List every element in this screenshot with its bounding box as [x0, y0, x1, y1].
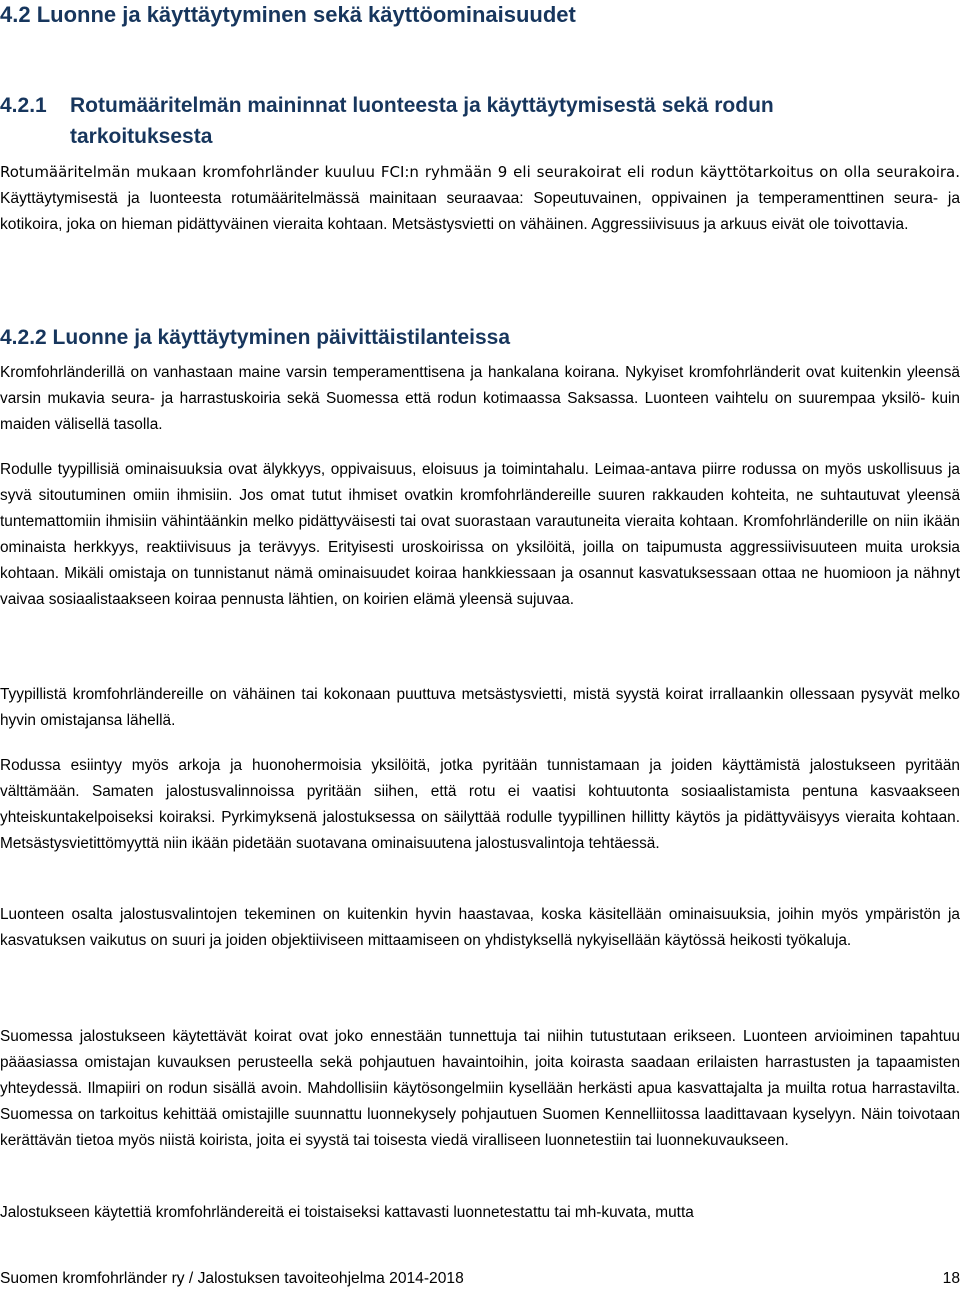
paragraph-breed-standard-part1: Rotumääritelmän mukaan kromfohrländer kuuluu FCI:n ryhmään 9 eli seurakoirat eli rodun käyttötarkoitus on olla seurakoira.: [0, 163, 960, 181]
paragraph-breed-standard: [0, 159, 960, 238]
subsection-heading-4-2-1: [0, 90, 960, 152]
subsection-heading-4-2-2: 4.2.2 Luonne ja käyttäytyminen päivittäistilanteissa: [0, 326, 511, 349]
paragraph-breeding-selection: Rodussa esiintyy myös arkoja ja huonohermoisia yksilöitä, jotka pyritään tunnistamaan ja joiden käyttämistä jalostukseen pyritään välttämään. Samaten jalostusvalinnoissa pyritään siihen, että rotu ei vaatisi kohtuutonta sosiaalistamista pentuna kasvaakseen yhteiskuntakelpoiseksi koiraksi. Pyrkimyksenä jalostuksessa on säilyttää rodulle tyypillinen hillitty käytös ja pidättyväisyys vieraita kohtaan. Metsästysvietittömyyttä niin ikään pidetään suotavana ominaisuutena jalostusvalintoja tehtäessä.: [0, 757, 960, 852]
paragraph-evaluation: Suomessa jalostukseen käytettävät koirat ovat joko ennestään tunnettuja tai niihin tutustutaan erikseen. Luonteen arvioiminen tapahtuu pääasiassa omistajan kuvauksen perusteella sekä pohjautuen havaintoihin, joita koirasta saadaan erilaisten harrastusten ja tapaamisten yhteydessä. Ilmapiiri on rodun sisällä avoin. Mahdollisiin käytösongelmiin kysellään herkästi apua kasvattajalta ja muilta rotua harrastavilta. Suomessa on tarkoitus kehittää omistajille suunnattu luonnekysely pohjautuen Suomen Kennelliitossa laadittavaan kyselyyn. Näin toivotaan kerättävän tietoa myös niistä koirista, joita ei syystä tai toisesta viedä viralliseen luonnetestiin tai luonnekuvaukseen.: [0, 1028, 960, 1149]
paragraph-typical-traits: Rodulle tyypillisiä ominaisuuksia ovat älykkyys, oppivaisuus, eloisuus ja toimintahalu. Leimaa-antava piirre rodussa on myös uskollisuus ja syvä sitoutuminen omiin ihmisiin. Jos omat tutut ihmiset ovatkin kromfohrländereille suuren rakkauden kohteita, ne suhtautuvat yleensä tuntemattomiin ihmisiin vähintäänkin melko pidättyväisesti tai ovat suorastaan varautuneita vieraita kohtaan. Kromfohrländerille on niin ikään ominaista herkkyys, reaktiivisuus ja terävyys. Erityisesti uroskoirissa on yksilöitä, joilla on taipumusta aggressiivisuuteen muita uroksia kohtaan. Mikäli omistaja on tunnistanut nämä ominaisuudet koiraa hankkiessaan ja osannut kasvatuksessaan ottaa ne huomioon ja nähnyt vaivaa sosiaalistaakseen koiraa pennusta lähtien, on koirien elämä yleensä sujuvaa.: [0, 461, 960, 608]
subsection-title-line2: tarkoituksesta: [70, 125, 213, 148]
footer-title: Suomen kromfohrländer ry / Jalostuksen tavoiteohjelma 2014-2018: [0, 1270, 464, 1287]
paragraph-breed-standard-part2: Käyttäytymisestä ja luonteesta rotumääritelmässä mainitaan seuraavaa: Sopeutuvainen, oppivainen ja temperamenttinen seura- ja kotikoira, joka on hieman pidättyväinen vieraita kohtaan. Metsästysvietti on vähäinen. Aggressiivisuus ja arkuus eivät ole toivottavia.: [0, 190, 960, 233]
paragraph-hunting-instinct: Tyypillistä kromfohrländereille on vähäinen tai kokonaan puuttuva metsästysvietti, mistä syystä koirat irrallaankin ollessaan pysyvät melko hyvin omistajansa lähellä.: [0, 686, 960, 729]
subsection-number: 4.2.1: [0, 94, 47, 117]
paragraph-testing: Jalostukseen käytettiä kromfohrländereitä ei toistaiseksi kattavasti luonnetestattu tai mh-kuvata, mutta: [0, 1204, 694, 1221]
page-number: 18: [942, 1270, 960, 1287]
section-heading: 4.2 Luonne ja käyttäytyminen sekä käyttöominaisuudet: [0, 2, 576, 27]
paragraph-reputation: Kromfohrländerillä on vanhastaan maine varsin temperamenttisena ja hankalana koirana. Nykyiset kromfohrländerit ovat kuitenkin yleensä varsin mukavia seura- ja harrastuskoiria sekä Suomessa että rodun kotimaassa Saksassa. Luonteen vaihtelu on suurempaa yksilö- kuin maiden välisellä tasolla.: [0, 364, 960, 433]
page-footer: [0, 1266, 960, 1292]
paragraph-temperament-challenges: Luonteen osalta jalostusvalintojen tekeminen on kuitenkin hyvin haastavaa, koska käsitellään ominaisuuksia, joihin myös ympäristön ja kasvatuksen vaikutus on suuri ja joiden objektiiviseen mittaamiseen on yhdistyksellä nykyisellään käytössä heikosti työkaluja.: [0, 906, 960, 949]
subsection-title-line1: Rotumääritelmän maininnat luonteesta ja käyttäytymisestä sekä rodun: [70, 94, 774, 117]
